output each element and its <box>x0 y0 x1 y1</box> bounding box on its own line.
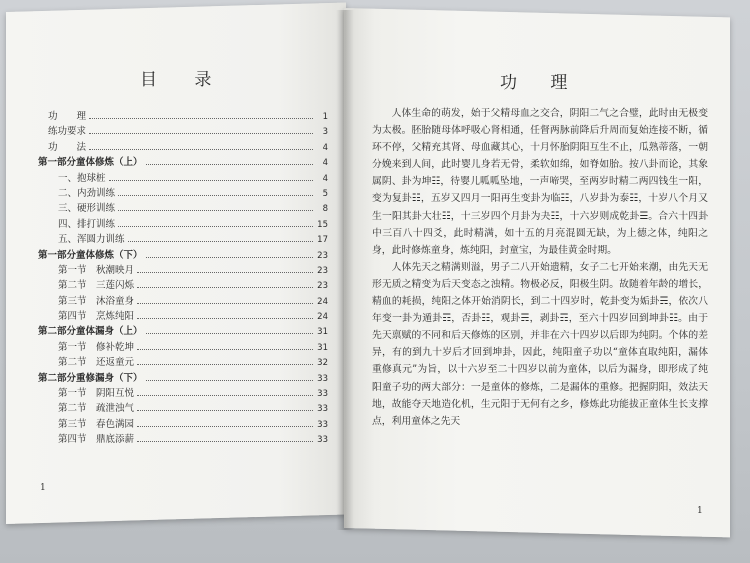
toc-entry <box>38 200 328 215</box>
toc-page-number: 3 <box>322 127 328 138</box>
toc-entry-text: 五、浑圆力训练 <box>58 234 125 246</box>
toc-entry-label <box>38 200 115 214</box>
toc-page-number: 31 <box>317 342 328 353</box>
dot-leader <box>118 194 313 196</box>
toc-entry-text: 春色满园 <box>96 418 135 430</box>
toc-entry-number: 第三节 <box>58 295 87 307</box>
toc-title: 目 录 <box>140 70 228 90</box>
toc-entry-label <box>38 400 134 414</box>
toc-entry-number: 第四节 <box>58 311 87 323</box>
toc-entry-text: 秋潮映月 <box>96 264 135 276</box>
toc-entry <box>38 339 328 354</box>
toc-entry-text: 童体修炼（上） <box>76 157 143 169</box>
toc-entry-number: 第一节 <box>58 388 87 400</box>
toc-entry-number: 第三节 <box>58 418 87 430</box>
toc-page-number: 33 <box>317 404 328 415</box>
toc-page-number: 33 <box>317 435 328 446</box>
dot-leader <box>128 240 313 242</box>
toc-entry-text: 疏泄浊气 <box>96 403 135 415</box>
toc-entry-label <box>38 170 106 184</box>
toc-entry-number: 第一节 <box>58 264 87 276</box>
toc-entry <box>38 400 328 415</box>
toc-entry-number: 第一部分 <box>38 157 77 169</box>
toc-entry-text: 阴阳互悦 <box>96 388 135 400</box>
dot-leader <box>137 271 313 273</box>
toc-entry-text: 功 法 <box>48 141 87 153</box>
dot-leader <box>146 256 313 258</box>
dot-leader <box>146 379 313 381</box>
toc-entry-label <box>38 339 134 353</box>
toc-entry-label <box>38 385 134 399</box>
toc-entry-number: 第二节 <box>58 280 87 292</box>
dot-leader <box>137 348 313 350</box>
toc-entry <box>38 385 328 400</box>
toc-entry-text: 重修漏身（下） <box>76 372 143 384</box>
toc-entry-number: 第四节 <box>58 434 87 446</box>
dot-leader <box>109 179 313 181</box>
toc-page-number: 8 <box>322 204 328 215</box>
toc-entry <box>38 108 328 123</box>
toc-entry <box>38 185 328 200</box>
toc-entry <box>38 416 328 431</box>
toc-entry-label <box>38 123 86 137</box>
toc-entry-text: 童体漏身（上） <box>76 326 143 338</box>
toc-entry <box>38 123 328 138</box>
toc-entry <box>38 262 328 277</box>
toc-page-number: 33 <box>317 419 328 430</box>
dot-leader <box>89 148 313 150</box>
toc-entry-text: 三莲闪烁 <box>96 280 135 292</box>
toc-entry <box>38 323 328 338</box>
toc-page-number: 31 <box>317 327 328 338</box>
toc-entry-label <box>38 416 134 430</box>
toc-entry <box>38 247 328 262</box>
toc-entry <box>38 293 328 308</box>
toc-entry <box>38 170 328 185</box>
dot-leader <box>118 225 313 227</box>
toc-entry-text: 四、排打训练 <box>58 218 116 230</box>
toc-page-number: 33 <box>317 373 328 384</box>
toc-entry-label <box>38 139 86 153</box>
toc-entry-label <box>38 185 115 199</box>
dot-leader <box>137 302 313 304</box>
toc-entry-label <box>38 108 86 122</box>
dot-leader <box>89 117 313 119</box>
toc-entry-number: 第二节 <box>58 403 87 415</box>
toc-entry-text: 童体修炼（下） <box>76 249 143 261</box>
toc-entry <box>38 431 328 446</box>
dot-leader <box>137 409 313 411</box>
toc-page-number: 33 <box>317 389 328 400</box>
toc-entry-label <box>38 154 143 168</box>
toc-entry <box>38 231 328 246</box>
toc-page-number: 24 <box>317 312 328 323</box>
dot-leader <box>137 394 313 396</box>
dot-leader <box>137 317 313 319</box>
dot-leader <box>137 440 313 442</box>
toc-entry <box>38 308 328 323</box>
chapter-title: 功 理 <box>500 73 582 93</box>
toc-entry-number: 第二部分 <box>38 326 77 338</box>
toc-page-number: 15 <box>317 219 328 230</box>
toc-entry-label <box>38 323 143 337</box>
toc-entry-number: 第一节 <box>58 341 87 353</box>
toc-page-number: 4 <box>322 158 328 169</box>
toc-page-number: 17 <box>317 235 328 246</box>
dot-leader <box>137 425 313 427</box>
toc-entry <box>38 277 328 292</box>
dot-leader <box>89 132 313 134</box>
toc-entry-text: 烹炼纯阳 <box>96 311 135 323</box>
toc-entry-text: 鼎底添薪 <box>96 434 135 446</box>
toc-entry <box>38 354 328 369</box>
toc-entry <box>38 216 328 231</box>
toc-entry <box>38 139 328 154</box>
dot-leader <box>137 363 313 365</box>
toc-entry-text: 修补乾坤 <box>96 341 135 353</box>
dot-leader <box>146 332 313 334</box>
toc-entry-label <box>38 293 134 307</box>
toc-page-number: 4 <box>322 173 328 184</box>
toc-entry-label <box>38 277 134 291</box>
toc-entry-label <box>38 216 115 230</box>
toc-page-number: 23 <box>317 281 328 292</box>
toc-entry <box>38 370 328 385</box>
toc-page-number: 23 <box>317 250 328 261</box>
toc-page-number: 1 <box>322 112 328 122</box>
dot-leader <box>146 163 313 165</box>
toc-entry <box>38 154 328 169</box>
toc-entry-text: 一、抱球桩 <box>58 172 106 184</box>
toc-entry-text: 三、硬形训练 <box>58 203 116 215</box>
toc-entry-text: 二、内劲训练 <box>58 187 116 199</box>
toc-page-number: 5 <box>322 188 328 199</box>
toc-page-number: 23 <box>317 265 328 276</box>
toc-entry-text: 还返童元 <box>96 357 135 369</box>
toc-entry-label <box>38 370 143 384</box>
toc-entry-label <box>38 262 134 276</box>
toc-entry-label <box>38 354 134 368</box>
left-page-number: 1 <box>40 483 46 493</box>
dot-leader <box>118 209 313 211</box>
toc-entry-text: 沐浴童身 <box>96 295 135 307</box>
toc-page-number: 4 <box>322 142 328 153</box>
right-page-number: 1 <box>697 506 703 516</box>
toc-page-number: 24 <box>317 296 328 307</box>
toc-entry-label <box>38 231 125 245</box>
toc-entry-number: 第一部分 <box>38 249 77 261</box>
toc-entry-text: 练功要求 <box>48 126 87 138</box>
book-spine <box>336 10 354 530</box>
toc-entry-number: 第二部分 <box>38 372 77 384</box>
toc-entry-label <box>38 431 134 445</box>
table-of-contents <box>38 108 328 447</box>
toc-entry-number: 第二节 <box>58 357 87 369</box>
toc-entry-text: 功 理 <box>48 111 87 122</box>
chapter-body <box>372 105 708 430</box>
toc-entry-label <box>38 247 143 261</box>
dot-leader <box>137 286 313 288</box>
toc-entry-label <box>38 308 134 322</box>
toc-page-number: 32 <box>317 358 328 369</box>
paragraph: 人体先天之精满则溢，男子二八开始遗精，女子二七开始来潮，由先天无形无质之精变为后天变态之浊精。物极必反，阳极生阴。故随着年龄的增长，精血的耗损，纯阳之体开始消阴长，到二十四岁时，乾卦变为姤卦☴，依次八年变一卦为遁卦☶，否卦☷，观卦☴，剥卦☶，至六十四岁回到坤卦☷。由于先天禀赋的不同和后天修炼的区别，并非在六十四岁以后即为纯阴。个体的差异，有的到九十岁后才回到坤卦，因此，纯阳童子功以“童体直取纯阳，漏体重修真元”为旨，以十六岁至二十四岁以前为童体，以后为漏身，即形成了纯阳童子功的两大部分：一是童体的修炼，二是漏体的重修。把握阴阳，效法天地，故能夺天地造化机，生元阳于无何有之乡，修炼此功能拔正童体生长支撑点，利用童体之先天 <box>372 261 708 427</box>
paragraph: 人体生命的萌发，始于父精母血之交合，阴阳二气之合璧，此时由无极变为太极。胚胎随母体呼吸心肾相通，任督两脉前降后升周而复始连接不断，循环不停，父精充其肾、母血藏其心，十月怀胎阴阳互生不止，瓜熟蒂落，一朝分娩来到人间，此时婴儿身若无骨，柔软如绵，如脊如胎。按八卦而论，其象属阴、卦为坤☷，待婴儿呱呱坠地，一声啼哭，至两岁时精二两四钱生一阳，变为复卦☷，五岁又四月一阳再生变卦为临☷，八岁卦为泰☷，十岁八个月又生一阳其卦大壮☷，十三岁四个月卦为夬☷，十六岁则成乾卦☰。合六十四卦中三百八十四爻，此时精满，如十五的月亮混圆无缺，为上德之体，纯阳之身，此时修炼童身，炼纯阳，封童宝，为最佳黄金时期。 <box>372 108 708 256</box>
